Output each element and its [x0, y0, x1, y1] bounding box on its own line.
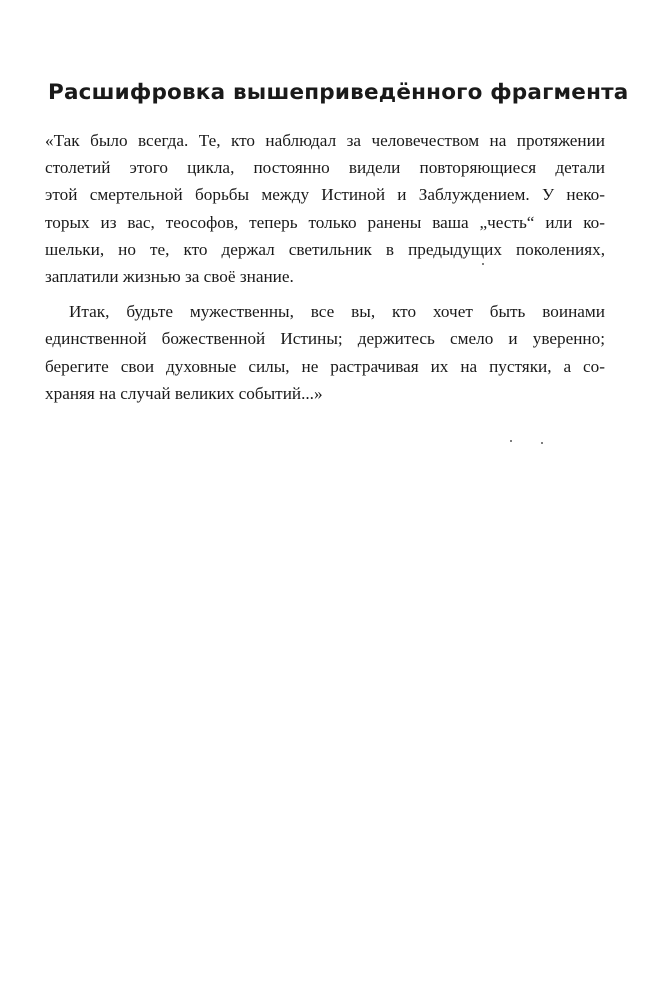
text-line: заплатили жизнью за своё знание. [45, 266, 294, 286]
section-heading: Расшифровка вышеприведённого фрагмента [48, 80, 629, 105]
paragraph-2 [45, 298, 605, 407]
body-text [45, 127, 605, 407]
scan-speck [541, 442, 543, 444]
text-line: этой смертельной борьбы между Истиной и Заблуждением. У неко- [45, 185, 605, 205]
text-line: берегите свои духовные силы, не растрачивая их на пустяки, а со- [45, 356, 605, 376]
text-line: храняя на случай великих событий...» [45, 383, 323, 403]
paragraph-gap [45, 290, 605, 298]
paragraph-1 [45, 127, 605, 290]
text-line: Итак, будьте мужественны, все вы, кто хочет быть воинами [69, 302, 605, 322]
scan-speck [510, 440, 512, 442]
text-line: единственной божественной Истины; держитесь смело и уверенно; [45, 329, 605, 349]
text-line: «Так было всегда. Те, кто наблюдал за человечеством на протяжении [45, 131, 605, 150]
scan-speck [482, 263, 484, 265]
text-line: торых из вас, теософов, теперь только ранены ваша „честь“ или ко- [45, 212, 605, 232]
text-line: шельки, но те, кто держал светильник в предыдущих поколениях, [45, 239, 605, 259]
text-line: столетий этого цикла, постоянно видели повторяющиеся детали [45, 158, 605, 178]
